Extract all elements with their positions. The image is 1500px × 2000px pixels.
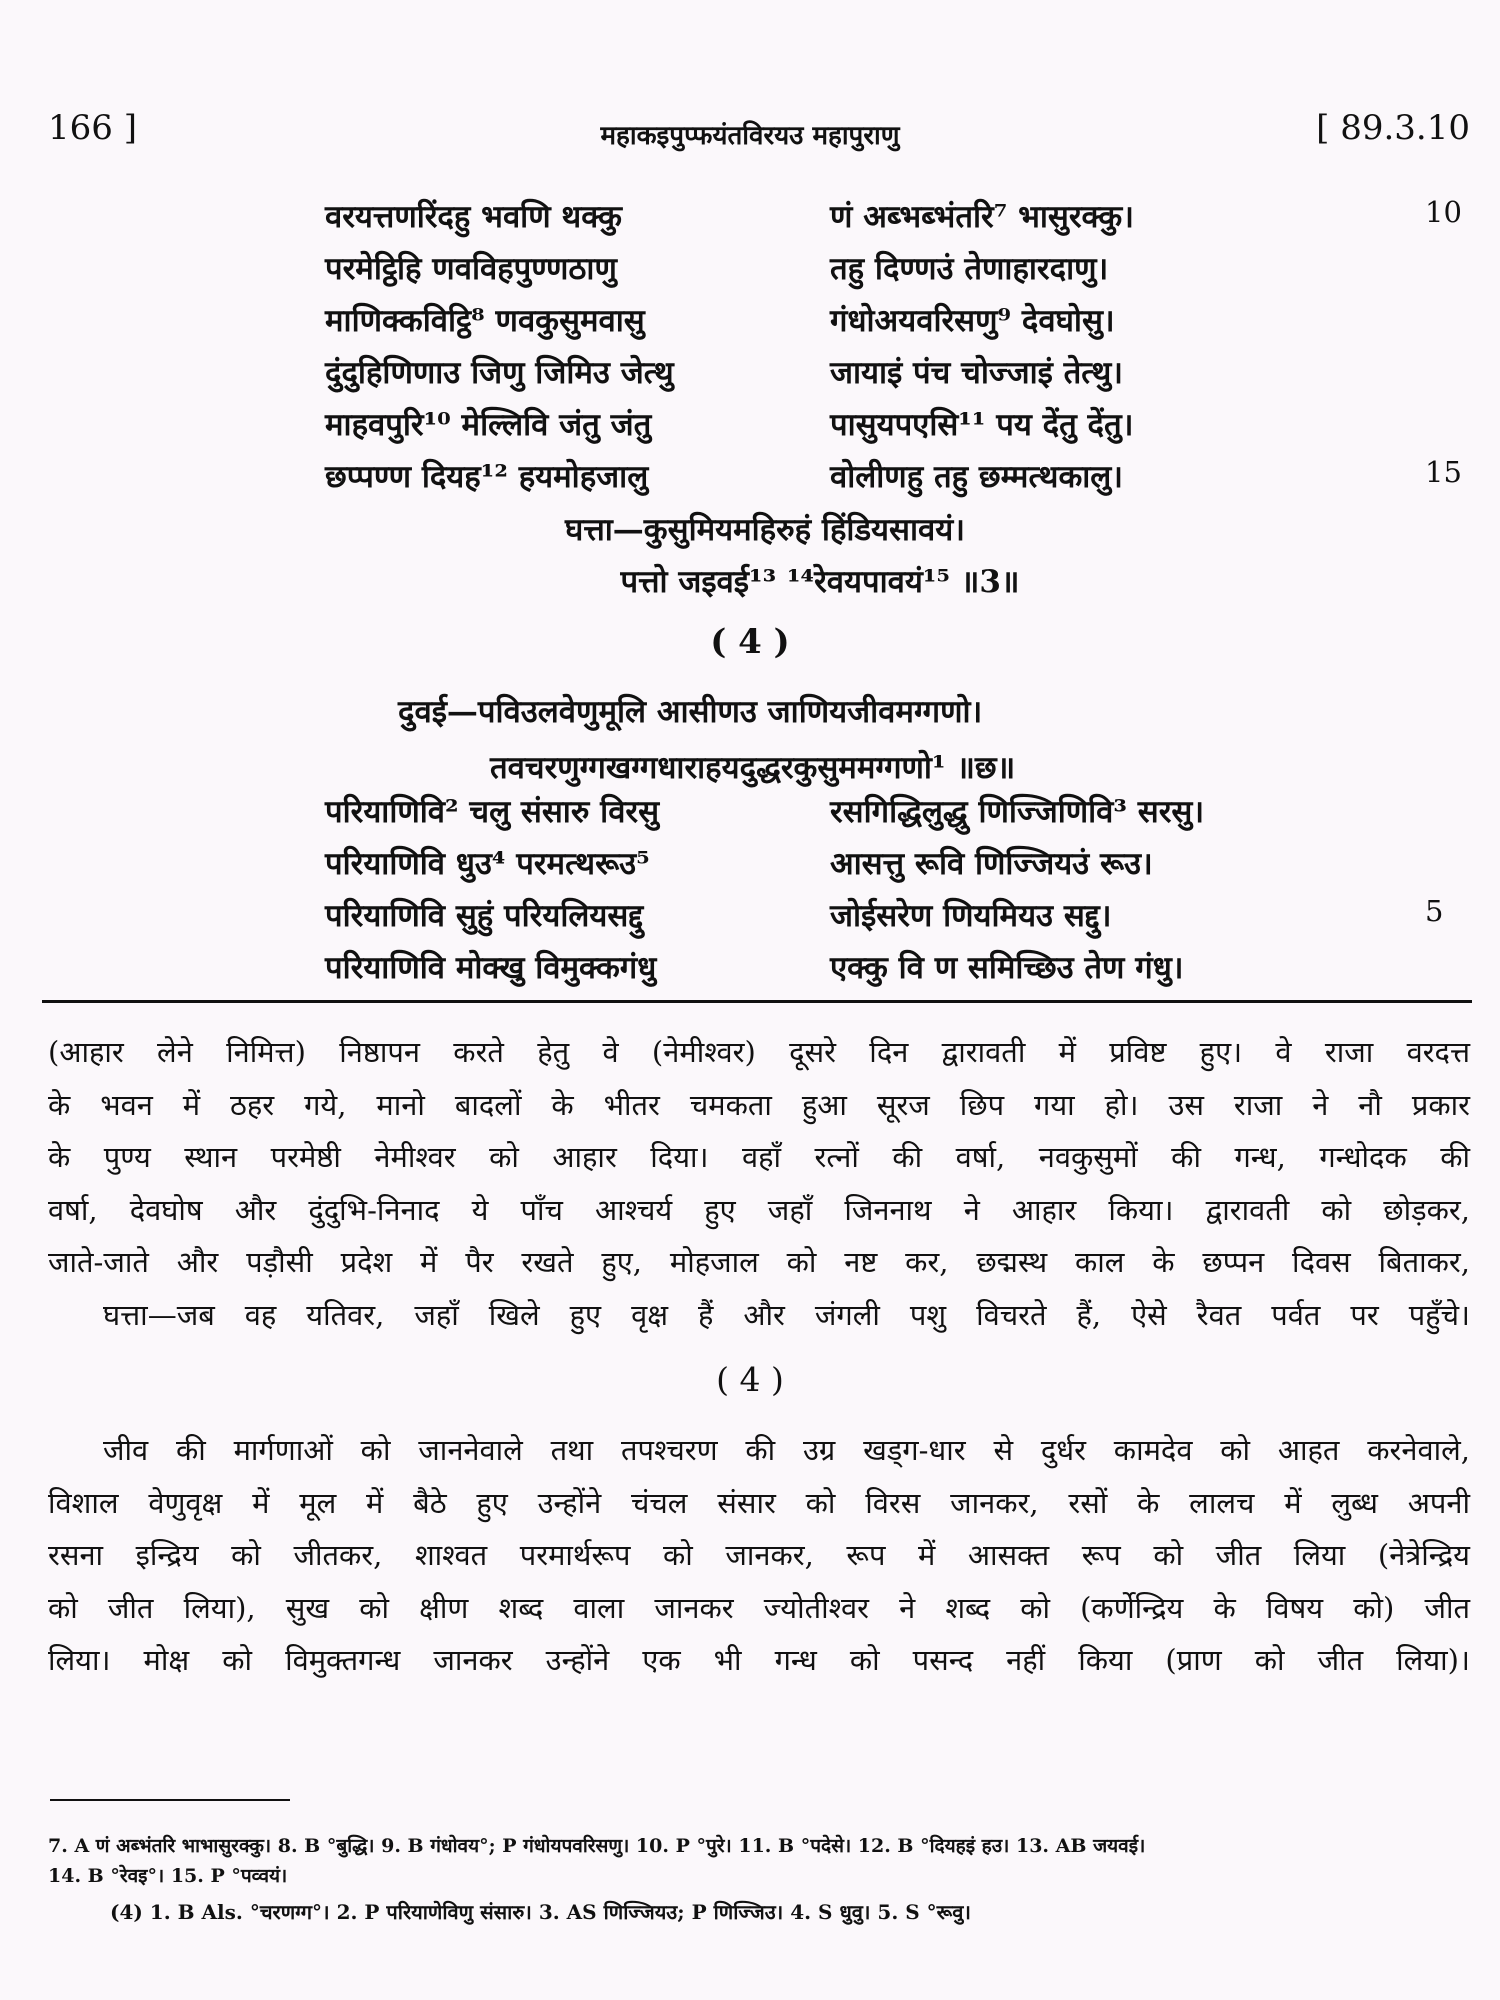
- translation-line: घत्ता—जब वह यतिवर, जहाँ खिले हुए वृक्ष हैं और जंगली पशु विचरते हैं, ऐसे रैवत पर्वत पर पहुँचे।: [103, 1297, 1470, 1332]
- duvai-line-1: दुवई—पविउलवेणुमूलि आसीणउ जाणियजीवमग्गणो।: [398, 694, 983, 730]
- page-number: 166 ]: [48, 108, 137, 148]
- divider: [42, 1000, 1472, 1003]
- verse-left-half: वरयत्तणरिंदहु भवणि थक्कु: [325, 199, 622, 235]
- translation-line: (आहार लेने निमित्त) निष्ठापन करते हेतु वे (नेमीश्वर) दूसरे दिन द्वारावती में प्रविष्ट हुए। वे राजा वरदत्त: [48, 1035, 1470, 1069]
- verse-left-half: माणिक्कविट्ठि⁸ णवकुसुमवासु: [325, 303, 645, 339]
- verse-left-half: परियाणिवि मोक्खु विमुक्कगंधु: [325, 950, 657, 986]
- translation-line: विशाल वेणुवृक्ष में मूल में बैठे हुए उन्होंने चंचल संसार को विरस जानकर, रसों के लालच में लुब्ध अपनी: [48, 1485, 1470, 1520]
- verse-left-half: परियाणिवि² चलु संसारु विरसु: [325, 794, 660, 830]
- translation-line: के भवन में ठहर गये, मानो बादलों के भीतर चमकता हुआ सूरज छिप गया हो। उस राजा ने नौ प्रकार: [48, 1087, 1470, 1122]
- translation-line: रसना इन्द्रिय को जीतकर, शाश्वत परमार्थरूप को जानकर, रूप में आसक्त रूप को जीत लिया (नेत्रेन्द्रिय: [48, 1538, 1470, 1572]
- translation-line: वर्षा, देवघोष और दुंदुभि-निनाद ये पाँच आश्चर्य हुए जहाँ जिननाथ ने आहार किया। द्वारावती को छोड़कर,: [48, 1192, 1470, 1227]
- verse-left-half: परमेट्ठिहि णवविहपुण्णठाणु: [325, 251, 617, 287]
- verse-right-half: तहु दिण्णउं तेणाहारदाणु।: [830, 251, 1109, 287]
- verse-right-half: णं अब्भब्भंतरि⁷ भासुरक्कु।: [830, 199, 1134, 235]
- footnote-line: 14. B °रेवइ°। 15. P °पव्वयं।: [48, 1865, 288, 1887]
- verse-left-half: परियाणिवि सुहुं परियलियसद्दु: [325, 898, 644, 934]
- footnote-rule: [50, 1799, 290, 1801]
- verse-right-half: एक्कु वि ण समिच्छिउ तेण गंधु।: [830, 950, 1184, 986]
- verse-right-half: आसत्तु रूवि णिज्जियउं रूउ।: [830, 846, 1153, 882]
- verse-right-half: पासुयपएसि¹¹ पय देंतु देंतु।: [830, 407, 1134, 443]
- footnote-line: (4) 1. B Als. °चरणग्ग°। 2. P परियाणेविणु संसारु। 3. AS णिज्जियउ; P णिज्जिउ। 4. S धुवु। 5. S °रूवु।: [110, 1900, 971, 1924]
- line-number: 5: [1425, 894, 1444, 928]
- verse-right-half: जोईसरेण णियमियउ सद्दु।: [830, 898, 1112, 934]
- verse-right-half: गंधोअयवरिसणु⁹ देवघोसु।: [830, 303, 1115, 339]
- translation-line: को जीत लिया), सुख को क्षीण शब्द वाला जानकर ज्योतीश्वर ने शब्द को (कर्णेन्द्रिय के विषय को) जीत: [48, 1590, 1470, 1625]
- section-reference: [ 89.3.10: [1316, 108, 1470, 148]
- book-title: महाकइपुप्फयंतविरयउ महापुराणु: [600, 121, 900, 151]
- verse-left-half: माहवपुरि¹⁰ मेल्लिवि जंतु जंतु: [325, 407, 652, 443]
- footnote-line: 7. A णं अब्भंतरि भाभासुरक्कु। 8. B °बुद्धि। 9. B गंधोवय°; P गंधोयपवरिसणु। 10. P °पुरे। 11. B °पदेसे। 12. B °दियहइं हउ। 13. AB जयवई।: [48, 1835, 1146, 1857]
- ghatta-line-2: पत्तो जइवई¹³ ¹⁴रेवयपावयं¹⁵ ॥3॥: [620, 564, 1020, 600]
- line-number: 10: [1425, 195, 1462, 229]
- verse-right-half: जायाइं पंच चोज्जाइं तेत्थु।: [830, 355, 1124, 391]
- translation-heading: ( 4 ): [716, 1360, 784, 1399]
- ghatta-line-1: घत्ता—कुसुमियमहिरुहं हिंडियसावयं।: [565, 512, 965, 548]
- verse-left-half: दुंदुहिणिणाउ जिणु जिमिउ जेत्थु: [325, 355, 674, 391]
- duvai-line-2: तवचरणुग्गखग्गधाराहयदुद्धरकुसुममग्गणो¹ ॥छ॥: [490, 750, 1016, 786]
- line-number: 15: [1425, 455, 1462, 489]
- verse-right-half: वोलीणहु तहु छम्मत्थकालु।: [830, 459, 1124, 495]
- translation-line: जाते-जाते और पड़ौसी प्रदेश में पैर रखते हुए, मोहजाल को नष्ट कर, छद्मस्थ काल के छप्पन दिवस बिताकर,: [48, 1245, 1470, 1279]
- translation-line: लिया। मोक्ष को विमुक्तगन्ध जानकर उन्होंने एक भी गन्ध को पसन्द नहीं किया (प्राण को जीत लिया)।: [48, 1643, 1470, 1677]
- translation-line: जीव की मार्गणाओं को जाननेवाले तथा तपश्चरण की उग्र खड्ग-धार से दुर्धर कामदेव को आहत करनेवाले,: [103, 1433, 1470, 1467]
- verse-right-half: रसगिद्धिलुद्धु णिज्जिणिवि³ सरसु।: [830, 794, 1205, 830]
- verse-left-half: परियाणिवि धुउ⁴ परमत्थरूउ⁵: [325, 846, 650, 882]
- translation-line: के पुण्य स्थान परमेष्ठी नेमीश्वर को आहार दिया। वहाँ रत्नों की वर्षा, नवकुसुमों की गन्ध, गन्धोदक की: [48, 1140, 1470, 1174]
- verse-left-half: छप्पण्ण दियह¹² हयमोहजालु: [325, 459, 649, 495]
- section-heading: ( 4 ): [710, 622, 790, 662]
